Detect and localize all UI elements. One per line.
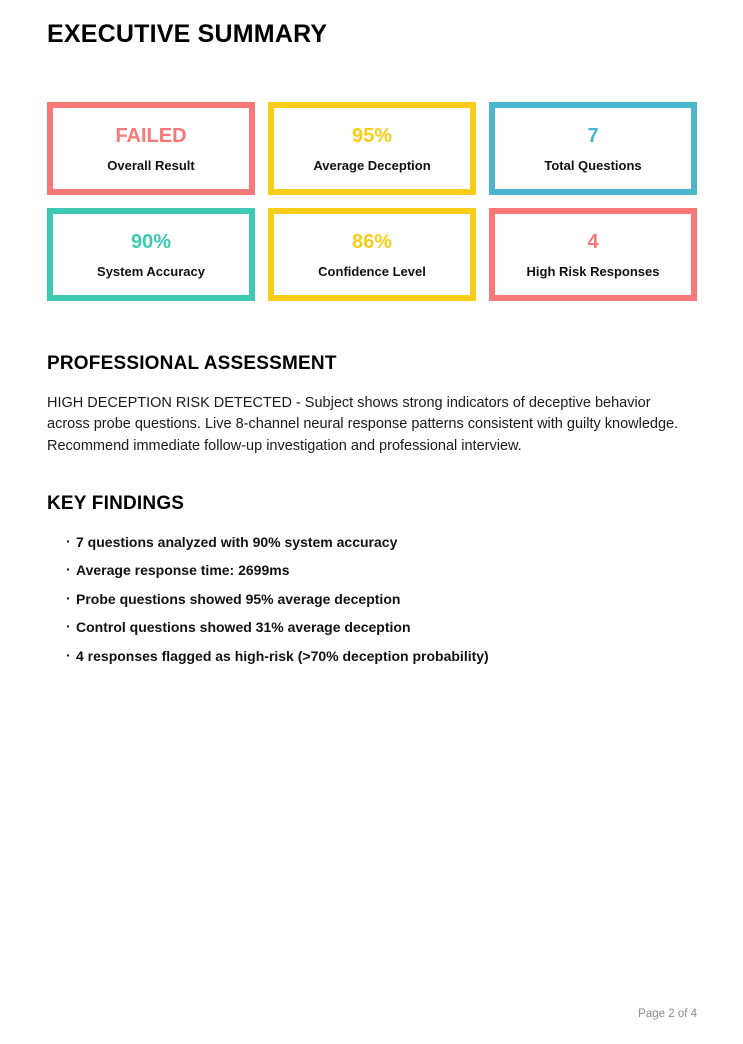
- finding-item: · Control questions showed 31% average deception: [47, 620, 697, 634]
- finding-item: · 7 questions analyzed with 90% system accuracy: [47, 535, 697, 549]
- page-title: EXECUTIVE SUMMARY: [47, 20, 328, 48]
- finding-item: · 4 responses flagged as high-risk (>70% deception probability): [47, 649, 697, 663]
- key-findings-section: [47, 493, 697, 663]
- stat-value: 86%: [351, 230, 393, 253]
- stat-card-confidence-level: [268, 208, 476, 301]
- stat-value: 7: [587, 124, 599, 147]
- stat-label: System Accuracy: [97, 263, 205, 279]
- assessment-body-text: HIGH DECEPTION RISK DETECTED - Subject shows strong indicators of deceptive behavior across probe questions. Live 8-channel neural response patterns consistent with guilty knowledge. Recommend immediate follow-up investigation and professional interview.: [47, 395, 679, 454]
- stat-label: Total Questions: [544, 157, 642, 173]
- stat-label: High Risk Responses: [526, 263, 660, 279]
- stat-card-high-risk-responses: [489, 208, 697, 301]
- stat-label: Confidence Level: [318, 263, 426, 279]
- stat-card-overall-result: [47, 102, 255, 195]
- page-number: Page 2 of 4: [638, 1008, 697, 1020]
- finding-item: · Probe questions showed 95% average deception: [47, 592, 697, 606]
- section-heading-key-findings: KEY FINDINGS: [47, 492, 185, 514]
- stat-card-total-questions: [489, 102, 697, 195]
- stat-card-average-deception: [268, 102, 476, 195]
- finding-item: · Average response time: 2699ms: [47, 563, 697, 577]
- stat-value: 4: [587, 230, 599, 253]
- professional-assessment-section: [47, 353, 697, 457]
- stat-card-system-accuracy: [47, 208, 255, 301]
- stat-value: 95%: [351, 124, 393, 147]
- key-findings-list: [47, 535, 697, 663]
- section-heading-professional-assessment: PROFESSIONAL ASSESSMENT: [47, 353, 337, 374]
- stat-value: 90%: [130, 230, 172, 253]
- stat-label: Overall Result: [107, 157, 195, 173]
- stat-label: Average Deception: [313, 157, 431, 173]
- stat-value: FAILED: [115, 124, 187, 147]
- stat-cards-grid: [47, 102, 697, 301]
